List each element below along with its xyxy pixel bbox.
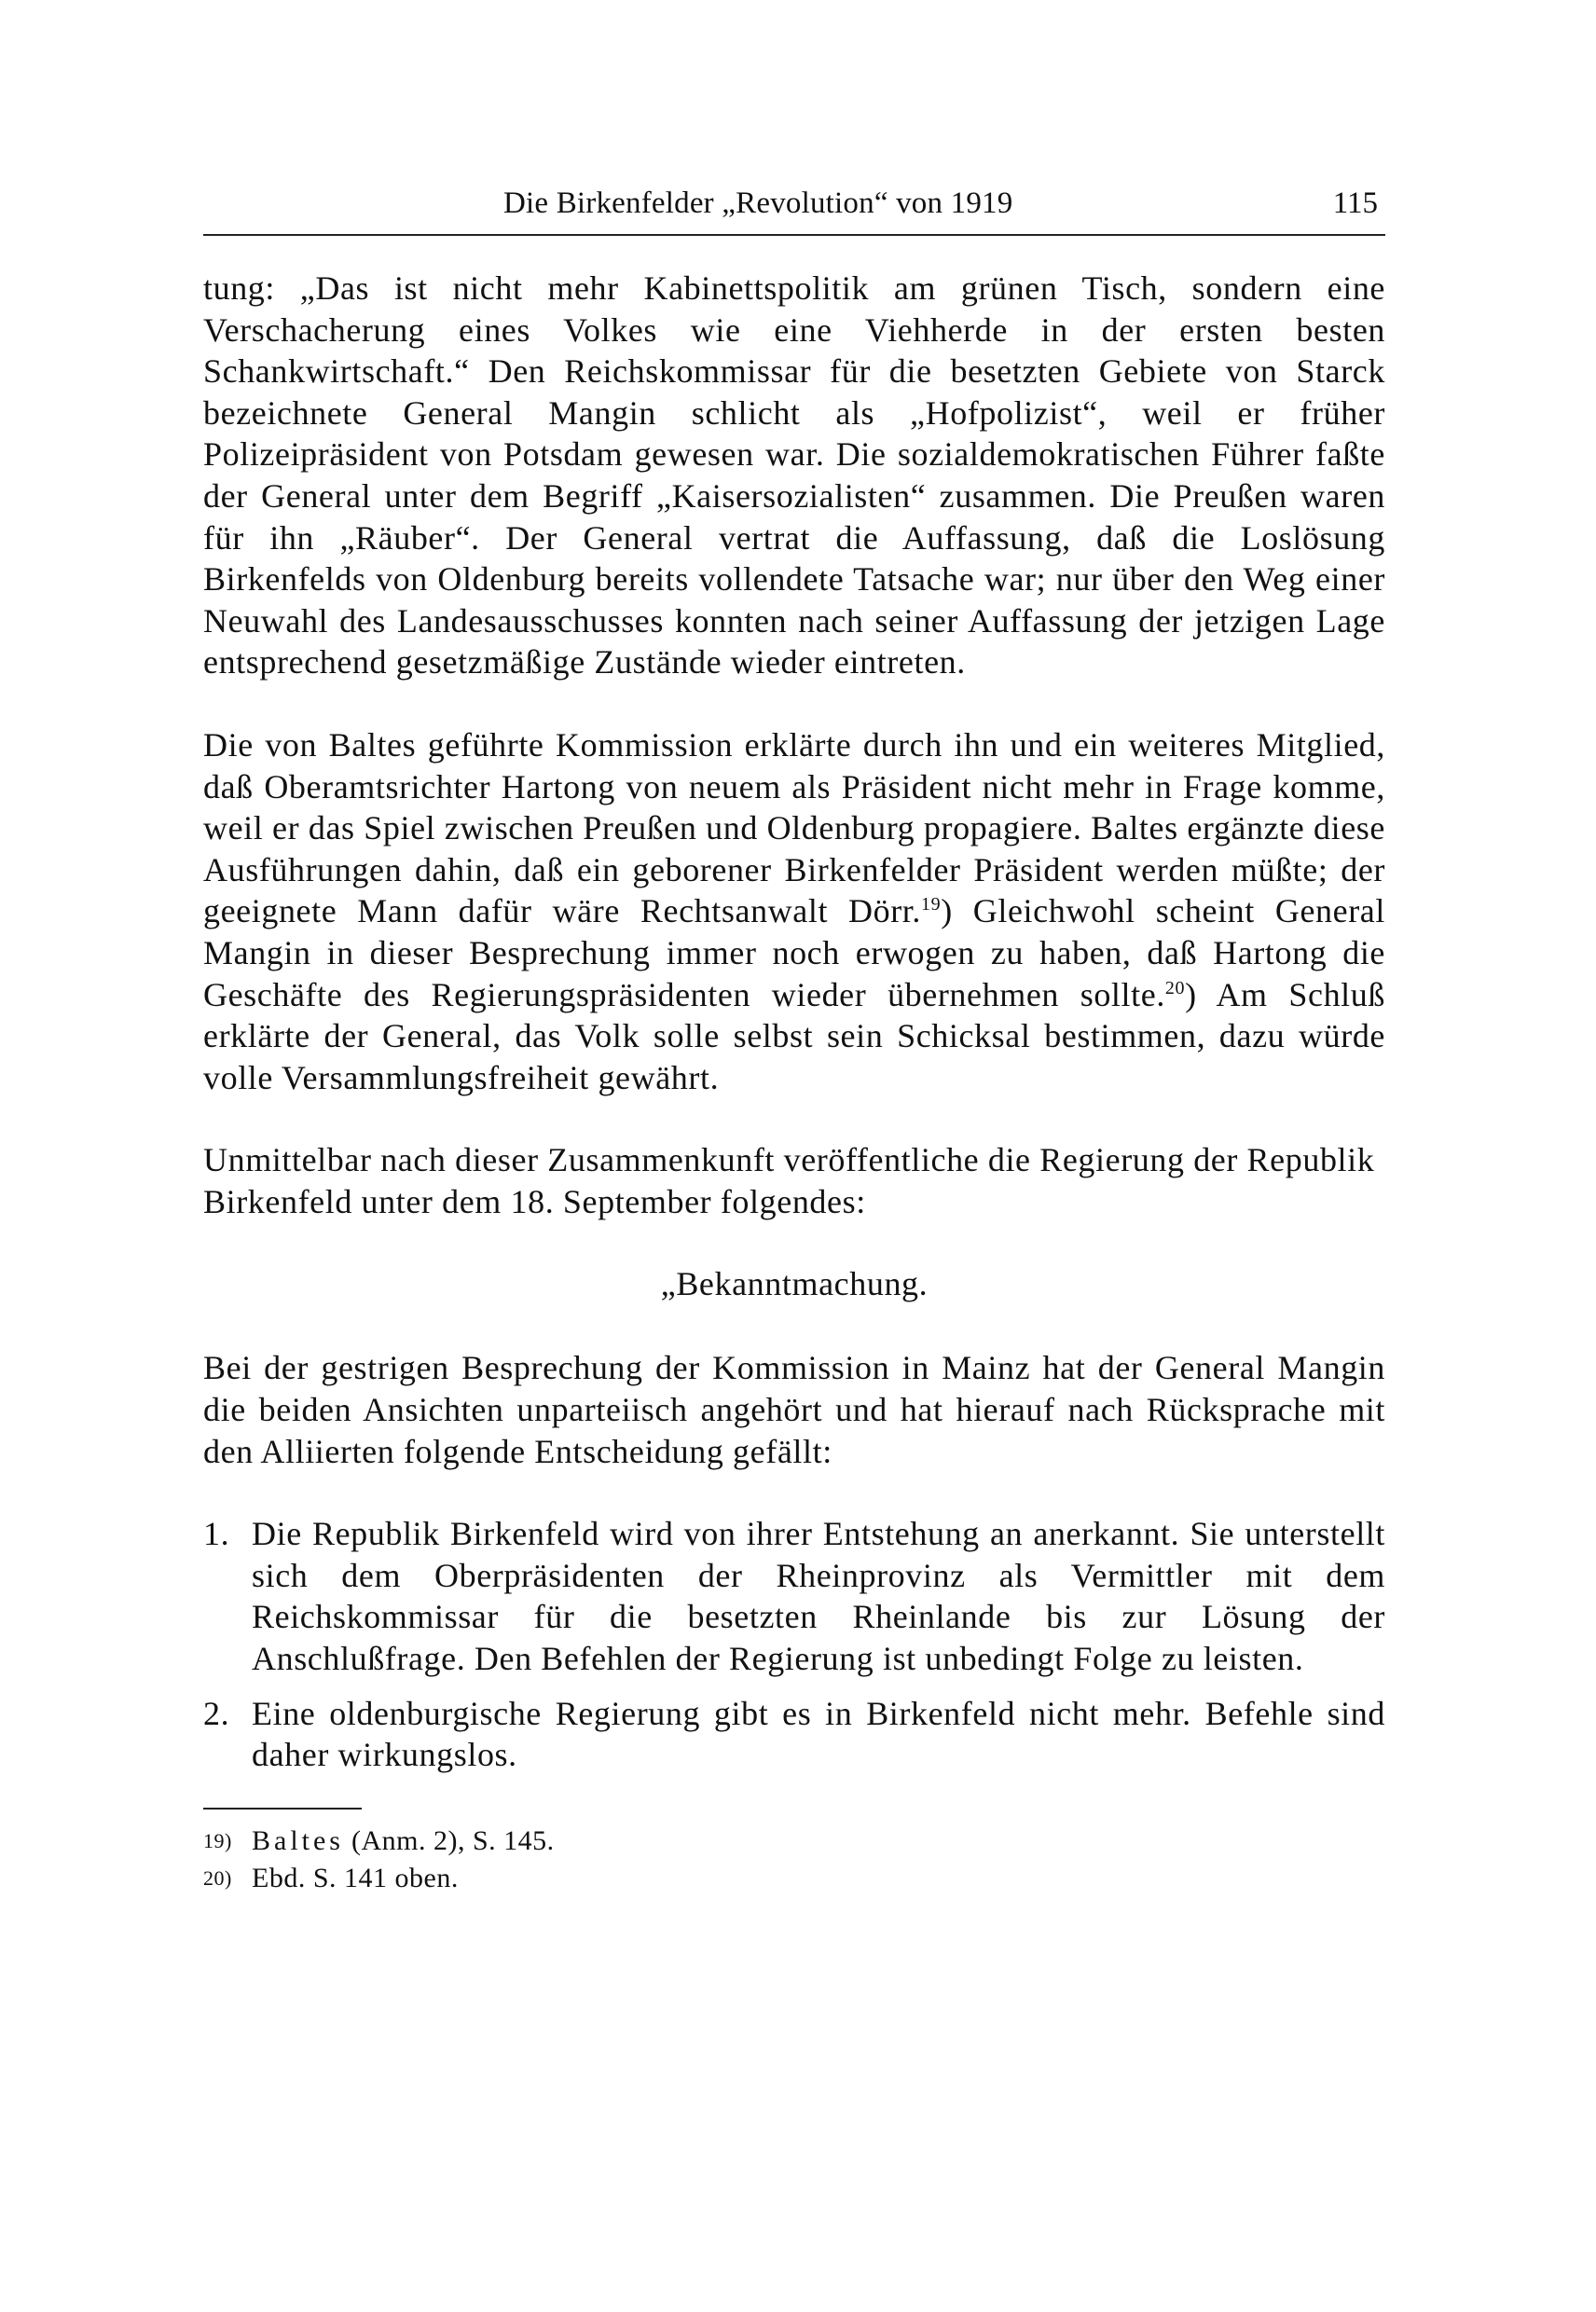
running-title: Die Birkenfelder „Revolution“ von 1919 <box>503 186 1013 220</box>
paragraph-1: tung: „Das ist nicht mehr Kabinettspolitik am grünen Tisch, sondern eine Verschacherung eines Volkes wie eine Viehherde in der ersten besten Schankwirtschaft.“ Den Reichskommissar für die besetzten Gebiete von Starck bezeichnete General Mangin schlicht als „Hofpolizist“, weil er früher Polizeipräsident von Potsdam gewesen war. Die sozialdemokratischen Führer faßte der General unter dem Begriff „Kaisersozialisten“ zusammen. Die Preußen waren für ihn „Räuber“. Der General vertrat die Auffassung, daß die Loslösung Birkenfelds von Oldenburg bereits vollendete Tatsache war; nur über den Weg einer Neuwahl des Landesausschusses konnten nach seiner Auffassung der jetzigen Lage entsprechend gesetzmäßige Zustände wieder eintreten. <box>203 269 1385 681</box>
paragraph-2 <box>203 724 1385 1098</box>
running-head <box>203 186 1385 236</box>
list-item <box>203 1693 1385 1776</box>
page <box>203 186 1385 1897</box>
footnote-20 <box>203 1860 1385 1897</box>
footnote-mark: 19) <box>203 1828 232 1852</box>
paragraph-2-text-c: ) Am Schluß erklärte der General, das Volk solle selbst sein Schicksal bestimmen, dazu würde volle Versammlungsfreiheit gewährt. <box>203 975 1385 1096</box>
list-item-text: Die Republik Birkenfeld wird von ihrer Entstehung an anerkannt. Sie unterstellt sich dem Oberpräsidenten der Rheinprovinz als Vermittler mit dem Reichskommissar für die besetzten Rheinlande bis zur Lösung der Anschlußfrage. Den Befehlen der Regierung ist unbedingt Folge zu leisten. <box>252 1515 1385 1678</box>
list-item-number: 1. <box>203 1515 230 1553</box>
list-item-text: Eine oldenburgische Regierung gibt es in Birkenfeld nicht mehr. Befehle sind daher wirkungslos. <box>252 1694 1385 1774</box>
footnote-text: Ebd. S. 141 oben. <box>252 1862 459 1893</box>
numbered-list <box>203 1513 1385 1776</box>
paragraph-3: Unmittelbar nach dieser Zusammenkunft veröffentliche die Regierung der Republik Birkenfeld unter dem 18. September folgendes: <box>203 1141 1375 1220</box>
page-number: 115 <box>1332 186 1378 220</box>
footnote-ref-19: 19 <box>921 894 942 915</box>
list-item <box>203 1513 1385 1679</box>
section-heading: „Bekanntmachung. <box>660 1265 929 1303</box>
paragraph-2-text-b: ) Gleichwohl scheint General Mangin in dieser Besprechung immer noch erwogen zu haben, daß Hartong die Geschäfte des Regierungspräsidenten wieder übernehmen sollte. <box>203 892 1385 1013</box>
footnote-ref-20: 20 <box>1164 977 1186 998</box>
footnote-divider <box>203 1808 362 1810</box>
paragraph-4: Bei der gestrigen Besprechung der Kommission in Mainz hat der General Mangin die beiden Ansichten unparteiisch angehört und hat hierauf nach Rücksprache mit den Alliierten folgende Entscheidung gefällt: <box>203 1349 1385 1470</box>
footnote-text <box>252 1823 555 1860</box>
footnote-19 <box>203 1823 1385 1860</box>
footnote-author: Baltes <box>252 1824 344 1856</box>
footnote-mark: 20) <box>203 1865 232 1890</box>
paragraph-2-text-a: Die von Baltes geführte Kommission erklärte durch ihn und ein weiteres Mitglied, daß Oberamtsrichter Hartong von neuem als Präsident nicht mehr in Frage komme, weil er das Spiel zwischen Preußen und Oldenburg propagiere. Baltes ergänzte diese Ausführungen dahin, daß ein geborener Birkenfelder Präsident werden müßte; der geeignete Mann dafür wäre Rechtsanwalt Dörr. <box>203 725 1385 930</box>
list-item-number: 2. <box>203 1694 230 1732</box>
footnote-rest: (Anm. 2), S. 145. <box>344 1824 555 1856</box>
